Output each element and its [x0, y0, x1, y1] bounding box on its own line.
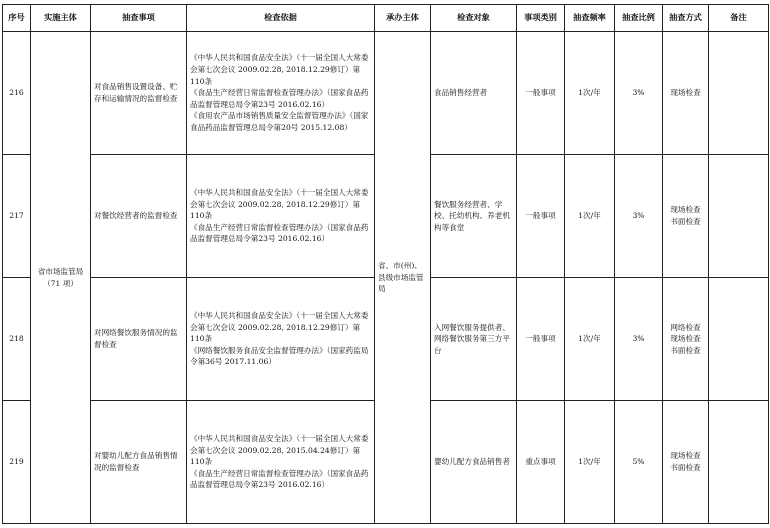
header-implementer: 实施主体 — [31, 5, 91, 32]
cell-frequency: 1次/年 — [565, 278, 615, 401]
cell-undertaker: 省、市(州)、县级市场监管局 — [375, 32, 431, 524]
header-ratio: 抽查比例 — [615, 5, 663, 32]
cell-remarks — [709, 32, 769, 155]
cell-serial: 216 — [3, 32, 31, 155]
cell-category: 一般事项 — [517, 155, 565, 278]
cell-serial: 219 — [3, 401, 31, 524]
cell-frequency: 1次/年 — [565, 155, 615, 278]
basis-line: 《中华人民共和国食品安全法》（十一届全国人大常委会第七次会议 2009.02.28, 2018.12.29修订）第110条 — [190, 53, 369, 86]
header-serial: 序号 — [3, 5, 31, 32]
cell-object: 食品销售经营者 — [431, 32, 517, 155]
header-method: 抽查方式 — [663, 5, 709, 32]
method-label: 现场检查 — [670, 205, 701, 215]
cell-method — [663, 32, 709, 155]
cell-item: 对食品销售设置设备、贮存和运输情况的监督检查 — [91, 32, 187, 155]
basis-line: 《中华人民共和国食品安全法》（十一届全国人大常委会第七次会议 2009.02.28, 2018.12.29修订）第110条 — [190, 311, 369, 344]
basis-line: 《食品生产经营日常监督检查管理办法》（国家食品药品监督管理总局令第23号 2016.02.16） — [190, 88, 369, 109]
cell-category: 重点事项 — [517, 401, 565, 524]
cell-object: 餐饮服务经营者、学校、托幼机构、养老机构等食堂 — [431, 155, 517, 278]
cell-basis — [187, 32, 375, 155]
cell-basis — [187, 401, 375, 524]
cell-method — [663, 401, 709, 524]
header-item: 抽查事项 — [91, 5, 187, 32]
basis-line: 《食品生产经营日常监督检查管理办法》（国家食品药品监督管理总局令第23号 2016.02.16） — [190, 222, 369, 244]
method-label: 书面检查 — [670, 463, 701, 472]
basis-line: 《食品生产经营日常监督检查管理办法》（国家食品药品监督管理总局令第23号 2016.02.16） — [190, 468, 369, 490]
cell-item: 对婴幼儿配方食品销售情况的监督检查 — [91, 401, 187, 524]
cell-category: 一般事项 — [517, 278, 565, 401]
cell-frequency: 1次/年 — [565, 401, 615, 524]
cell-method — [663, 155, 709, 278]
cell-remarks — [709, 278, 769, 401]
cell-implementer: 省市场监管局（71 项） — [31, 32, 91, 524]
cell-frequency: 1次/年 — [565, 32, 615, 155]
cell-basis — [187, 155, 375, 278]
cell-remarks — [709, 401, 769, 524]
method-label: 现场检查 — [670, 88, 701, 98]
cell-basis — [187, 278, 375, 401]
cell-serial: 218 — [3, 278, 31, 401]
cell-item: 对餐饮经营者的监督检查 — [91, 155, 187, 278]
cell-ratio: 3% — [615, 278, 663, 401]
basis-line: 《食用农产品市场销售质量安全监督管理办法》（国家食品药品监督管理总局令第20号 2015.12.08） — [190, 111, 369, 132]
header-remarks: 备注 — [709, 5, 769, 32]
method-label: 现场检查 — [670, 451, 701, 461]
cell-ratio: 3% — [615, 155, 663, 278]
cell-method — [663, 278, 709, 401]
header-frequency: 抽查频率 — [565, 5, 615, 32]
header-category: 事项类别 — [517, 5, 565, 32]
method-label: 书面检查 — [670, 345, 701, 355]
cell-serial: 217 — [3, 155, 31, 278]
header-object: 检查对象 — [431, 5, 517, 32]
basis-line: 《网络餐饮服务食品安全监督管理办法》（国家药监局令第36号 2017.11.06） — [190, 345, 369, 367]
cell-category: 一般事项 — [517, 32, 565, 155]
cell-remarks — [709, 155, 769, 278]
method-label: 现场检查 — [670, 334, 701, 344]
method-label: 书面检查 — [670, 217, 701, 226]
cell-object: 婴幼儿配方食品销售者 — [431, 401, 517, 524]
inspection-table — [2, 4, 769, 524]
cell-ratio: 3% — [615, 32, 663, 155]
cell-item: 对网络餐饮服务情况的监督检查 — [91, 278, 187, 401]
method-label: 网络检查 — [670, 322, 701, 332]
table-row — [3, 32, 769, 155]
basis-line: 《中华人民共和国食品安全法》（十一届全国人大常委会第七次会议 2009.02.28, 2015.04.24修订）第110条 — [190, 434, 369, 467]
header-basis: 检查依据 — [187, 5, 375, 32]
header-undertaker: 承办主体 — [375, 5, 431, 32]
basis-line: 《中华人民共和国食品安全法》（十一届全国人大常委会第七次会议 2009.02.28, 2018.12.29修订）第110条 — [190, 188, 369, 221]
cell-object: 入网餐饮服务提供者、网络餐饮服务第三方平台 — [431, 278, 517, 401]
header-row — [3, 5, 769, 32]
cell-ratio: 5% — [615, 401, 663, 524]
inspection-table-page — [2, 4, 768, 526]
